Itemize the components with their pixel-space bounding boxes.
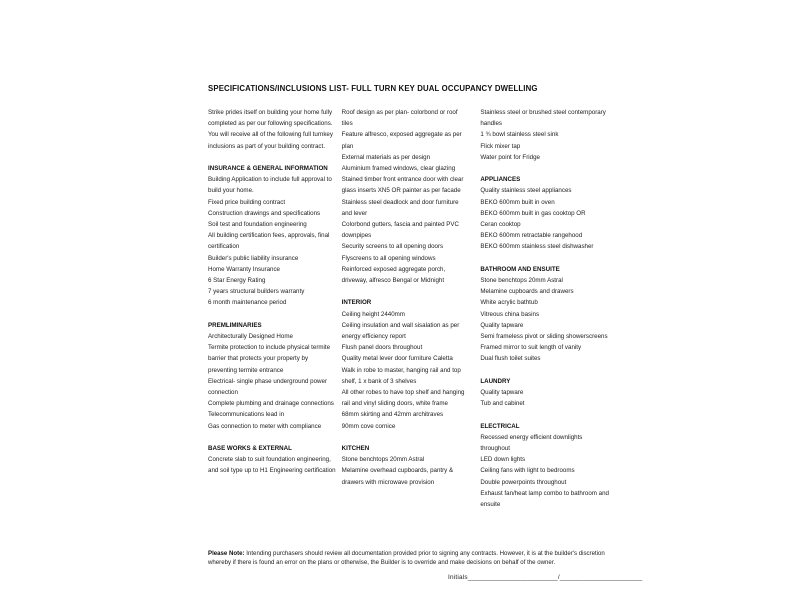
spec-item: Stained timber front entrance door with clear glass inserts XN5 OR painter as per facade bbox=[341, 176, 464, 195]
spec-item: Complete plumbing and drainage connections bbox=[208, 400, 334, 408]
columns-container bbox=[208, 107, 610, 510]
spec-item: Soil test and foundation engineering bbox=[208, 221, 307, 229]
section-heading: KITCHEN bbox=[341, 445, 370, 453]
spec-item: 7 years structural builders warranty bbox=[208, 288, 305, 296]
column-middle bbox=[342, 107, 470, 510]
spec-item: Ceiling insulation and wall sisalation as per energy efficiency report bbox=[341, 321, 460, 341]
spec-item: Flush panel doors throughout bbox=[341, 344, 423, 352]
section-heading: BASE WORKS & EXTERNAL bbox=[208, 445, 292, 453]
spec-item: Aluminium framed windows, clear glazing bbox=[341, 165, 456, 173]
spec-item: Quality metal lever door furniture Caletta bbox=[341, 355, 453, 363]
spec-item: Recessed energy efficient downlights throughout bbox=[480, 433, 583, 453]
spec-item: External materials as per design bbox=[341, 153, 431, 161]
spec-item: 6 month maintenance period bbox=[208, 299, 287, 307]
spec-item: Architecturally Designed Home bbox=[208, 333, 293, 341]
spec-item: Strike prides itself on building your home fully completed as per our following specifications. You will receive all of the following full turnkey inclusions as part of your building contract. bbox=[208, 109, 333, 150]
spec-item: Framed mirror to suit length of vanity bbox=[480, 344, 582, 352]
spec-item: Building Application to include full approval to build your home. bbox=[208, 176, 332, 195]
spec-item: 68mm skirting and 42mm architraves bbox=[341, 411, 444, 419]
spec-item: Home Warranty Insurance bbox=[208, 265, 280, 273]
spec-item: Reinforced exposed aggregate porch, driveway, alfresco Bengal or Midnight bbox=[341, 265, 446, 285]
spec-item: 90mm cove cornice bbox=[341, 422, 396, 430]
spec-item: Roof design as per plan- colorbond or roof tiles bbox=[341, 109, 458, 128]
spec-item: Water point for Fridge bbox=[480, 153, 540, 161]
section-heading: LAUNDRY bbox=[480, 377, 511, 385]
page-title: SPECIFICATIONS/INCLUSIONS LIST- FULL TURN KEY DUAL OCCUPANCY DWELLING bbox=[208, 84, 538, 93]
footer-note bbox=[208, 549, 606, 568]
spec-item: Construction drawings and specifications bbox=[208, 209, 321, 217]
spec-item: 6 Star Energy Rating bbox=[208, 277, 266, 285]
section-heading: ELECTRICAL bbox=[480, 422, 520, 430]
spec-item: Stainless steel or brushed steel contemporary handles bbox=[480, 109, 606, 128]
footer-note-text: Intending purchasers should review all documentation provided prior to signing any contracts. However, it is at the builder's discretion whereby if there is found an error on the plans or otherwise, the Builder is to override and make decisions on behalf of the owner. bbox=[208, 550, 605, 567]
section-heading: PREMLIMINARIES bbox=[208, 321, 262, 329]
spec-item: Colorbond gutters, fascia and painted PVC downpipes bbox=[341, 221, 459, 240]
spec-item: Security screens to all opening doors bbox=[341, 243, 444, 251]
spec-item: BEKO 600mm built in oven bbox=[480, 198, 555, 206]
spec-item: All building certification fees, approvals, final certification bbox=[208, 232, 330, 251]
spec-item: Concrete slab to suit foundation engineering, and soil type up to H1 Engineering certification bbox=[208, 456, 336, 475]
section-heading: INTERIOR bbox=[341, 299, 372, 307]
column-left bbox=[208, 107, 336, 510]
spec-item: Gas connection to meter with compliance bbox=[208, 422, 322, 430]
spec-item: Stone benchtops 20mm Astral bbox=[480, 277, 563, 285]
spec-item: Stone benchtops 20mm Astral bbox=[341, 456, 425, 464]
initials-line: Initials________________________/______________________ bbox=[448, 574, 643, 581]
spec-item: Melamine overhead cupboards, pantry & drawers with microwave provision bbox=[341, 467, 454, 486]
spec-item: Vitreous china basins bbox=[480, 310, 540, 318]
spec-item: Quality tapware bbox=[480, 389, 524, 397]
footer-note-label: Please Note: bbox=[208, 550, 245, 557]
spec-item: Ceiling height 2440mm bbox=[341, 310, 405, 318]
spec-item: Exhaust fan/heat lamp combo to bathroom and ensuite bbox=[480, 489, 609, 509]
spec-item: LED down lights bbox=[480, 456, 526, 464]
section-heading: APPLIANCES bbox=[480, 176, 521, 184]
section-heading: INSURANCE & GENERAL INFORMATION bbox=[208, 165, 328, 172]
spec-item: Builder's public liability insurance bbox=[208, 254, 299, 262]
spec-item: Tub and cabinet bbox=[480, 400, 525, 408]
spec-item: Electrical- single phase underground power connection bbox=[208, 377, 328, 397]
spec-item: Telecommunications lead in bbox=[208, 411, 285, 419]
spec-item: Flyscreens to all opening windows bbox=[341, 254, 436, 262]
spec-item: Melamine cupboards and drawers bbox=[480, 288, 574, 296]
spec-item: Dual flush toilet suites bbox=[480, 355, 541, 363]
column-right bbox=[480, 107, 610, 510]
spec-item: BEKO 600mm retractable rangehood bbox=[480, 232, 583, 240]
section-heading: BATHROOM AND ENSUITE bbox=[480, 265, 560, 273]
spec-item: Fixed price building contract bbox=[208, 198, 286, 206]
spec-item: Semi frameless pivot or sliding showerscreens bbox=[480, 333, 608, 341]
spec-item: Quality tapware bbox=[480, 321, 524, 329]
spec-item: Flick mixer tap bbox=[480, 142, 521, 150]
spec-item: Feature alfresco, exposed aggregate as per plan bbox=[341, 131, 462, 150]
spec-item: White acrylic bathtub bbox=[480, 299, 538, 307]
spec-item: Ceiling fans with light to bedrooms bbox=[480, 467, 575, 475]
spec-item: BEKO 600mm built in gas cooktop OR bbox=[480, 209, 586, 217]
spec-item: Double powerpoints throughout bbox=[480, 478, 567, 486]
spec-item: All other robes to have top shelf and hanging rail and vinyl sliding doors, white frame bbox=[341, 389, 465, 408]
spec-item: 1 ¾ bowl stainless steel sink bbox=[480, 131, 559, 139]
spec-item: Walk in robe to master, hanging rail and top shelf, 1 x bank of 3 shelves bbox=[341, 366, 461, 385]
spec-item: Termite protection to include physical termite barrier that protects your property by preventing termite entrance bbox=[208, 344, 331, 374]
spec-item: Quality stainless steel appliances bbox=[480, 187, 572, 195]
spec-item: Stainless steel deadlock and door furniture and lever bbox=[341, 198, 459, 217]
spec-item: BEKO 600mm stainless steel dishwasher bbox=[480, 243, 594, 251]
spec-item: Ceran cooktop bbox=[480, 221, 521, 229]
